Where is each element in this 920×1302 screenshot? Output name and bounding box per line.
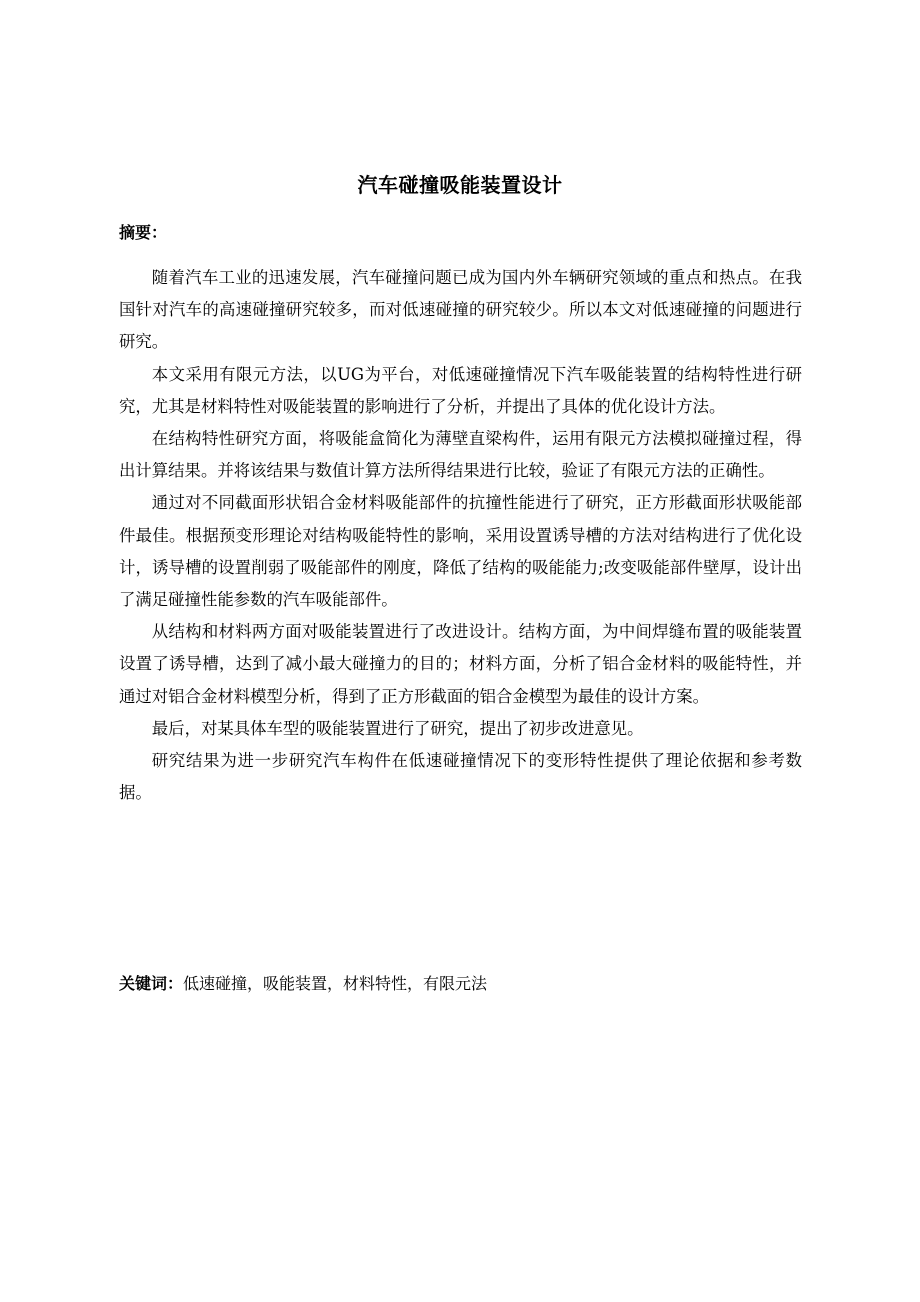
document-title: 汽车碰撞吸能装置设计 <box>357 173 563 197</box>
abstract-paragraph-5: 从结构和材料两方面对吸能装置进行了改进设计。结构方面，为中间焊缝布置的吸能装置设置了诱导槽，达到了减小最大碰撞力的目的；材料方面，分析了铝合金材料的吸能特性，并通过对铝合金材料模型分析，得到了正方形截面的铝合金模型为最佳的设计方案。 <box>119 622 802 706</box>
abstract-paragraph-4: 通过对不同截面形状铝合金材料吸能部件的抗撞性能进行了研究，正方形截面形状吸能部件最佳。根据预变形理论对结构吸能特性的影响，采用设置诱导槽的方法对结构进行了优化设计，诱导槽的设置削弱了吸能部件的刚度，降低了结构的吸能能力;改变吸能部件壁厚，设计出了满足碰撞性能参数的汽车吸能部件。 <box>119 493 802 610</box>
abstract-paragraph-2: 本文采用有限元方法，以UG为平台，对低速碰撞情况下汽车吸能装置的结构特性进行研究，尤其是材料特性对吸能装置的影响进行了分析，并提出了具体的优化设计方法。 <box>119 364 802 416</box>
keywords-label: 关键词： <box>119 974 184 993</box>
abstract-paragraph-3: 在结构特性研究方面，将吸能盒简化为薄壁直梁构件，运用有限元方法模拟碰撞过程，得出计算结果。并将该结果与数值计算方法所得结果进行比较，验证了有限元方法的正确性。 <box>119 429 802 481</box>
abstract-paragraph-1: 随着汽车工业的迅速发展，汽车碰撞问题已成为国内外车辆研究领域的重点和热点。在我国针对汽车的高速碰撞研究较多，而对低速碰撞的研究较少。所以本文对低速碰撞的问题进行研究。 <box>119 268 802 352</box>
abstract-paragraph-6: 最后，对某具体车型的吸能装置进行了研究，提出了初步改进意见。 <box>151 718 644 738</box>
abstract-paragraph-7: 研究结果为进一步研究汽车构件在低速碰撞情况下的变形特性提供了理论依据和参考数据。 <box>119 751 802 803</box>
abstract-body <box>119 262 802 809</box>
keywords-line <box>119 971 802 997</box>
keywords-text: 低速碰撞，吸能装置，材料特性，有限元法 <box>183 974 488 993</box>
abstract-heading: 摘要： <box>119 223 168 242</box>
